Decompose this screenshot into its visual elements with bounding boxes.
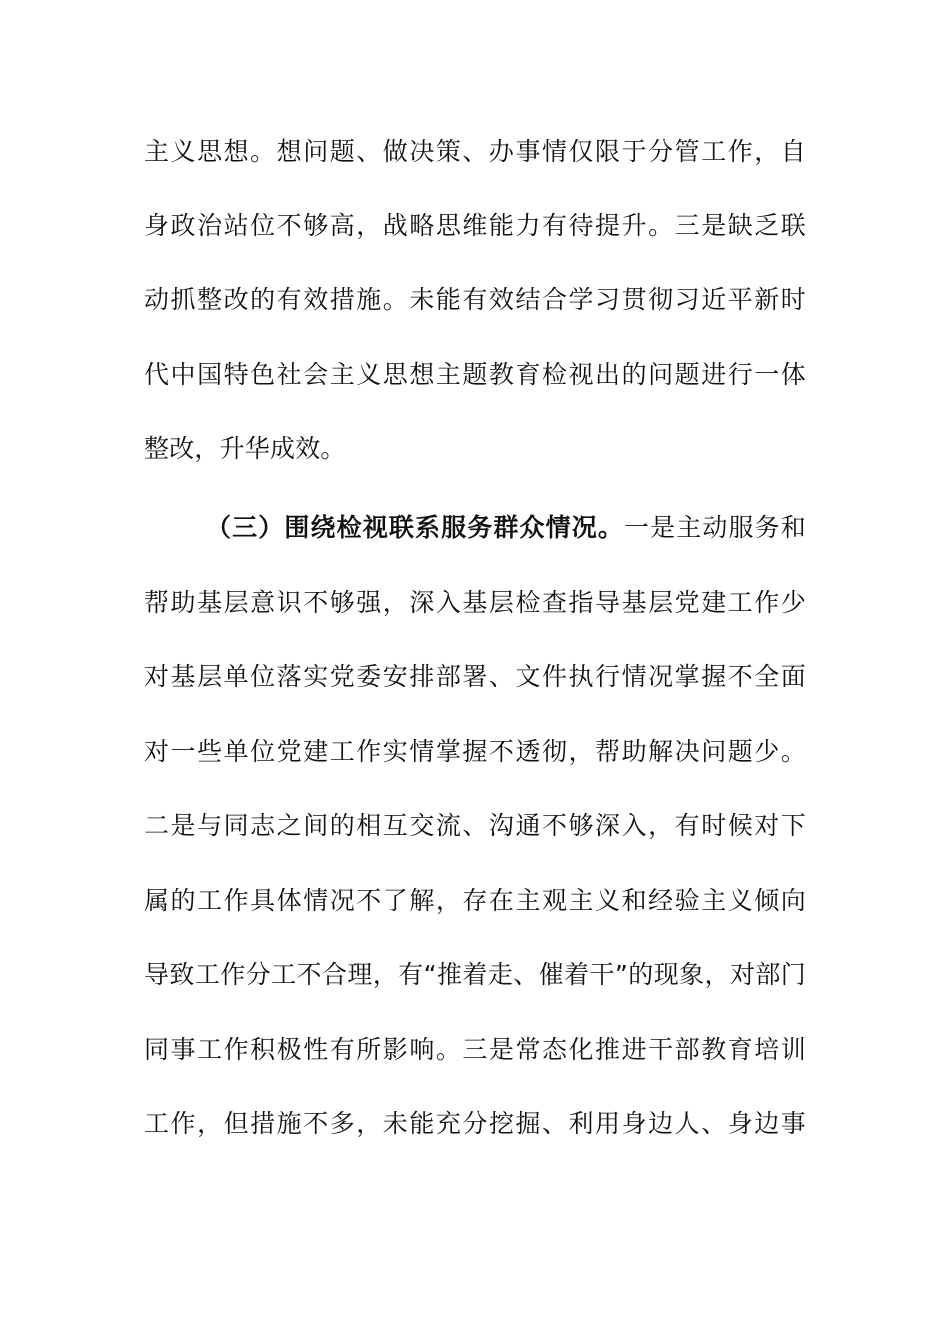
paragraph-line: 整改，升华成效。	[144, 434, 346, 463]
section-heading: （三）围绕检视联系服务群众情况。	[206, 513, 625, 542]
paragraph-line: 帮助基层意识不够强，深入基层检查指导基层党建工作少	[144, 588, 806, 617]
paragraph-line: 工作，但措施不多，未能充分挖掘、利用身边人、身边事	[144, 1109, 806, 1138]
paragraph-line: 主义思想。想问题、做决策、办事情仅限于分管工作，自	[144, 137, 806, 166]
paragraph-line: 动抓整改的有效措施。未能有效结合学习贯彻习近平新时	[144, 285, 806, 314]
paragraph-line: 对一些单位党建工作实情掌握不透彻，帮助解决问题少。	[144, 737, 806, 766]
paragraph-line: 属的工作具体情况不了解，存在主观主义和经验主义倾向	[144, 886, 806, 915]
section-first-line	[206, 508, 806, 548]
paragraph-line: 代中国特色社会主义思想主题教育检视出的问题进行一体	[144, 360, 806, 389]
paragraph-line: 同事工作积极性有所影响。三是常态化推进干部教育培训	[144, 1035, 806, 1064]
section-first-line-text: 一是主动服务和	[624, 513, 806, 542]
paragraph-line: 对基层单位落实党委安排部署、文件执行情况掌握不全面	[144, 662, 806, 691]
paragraph-line: 导致工作分工不合理，有“推着走、催着干”的现象，对部门	[144, 960, 806, 989]
paragraph-line: 身政治站位不够高，战略思维能力有待提升。三是缺乏联	[144, 211, 806, 240]
paragraph-line: 二是与同志之间的相互交流、沟通不够深入，有时候对下	[144, 811, 806, 840]
